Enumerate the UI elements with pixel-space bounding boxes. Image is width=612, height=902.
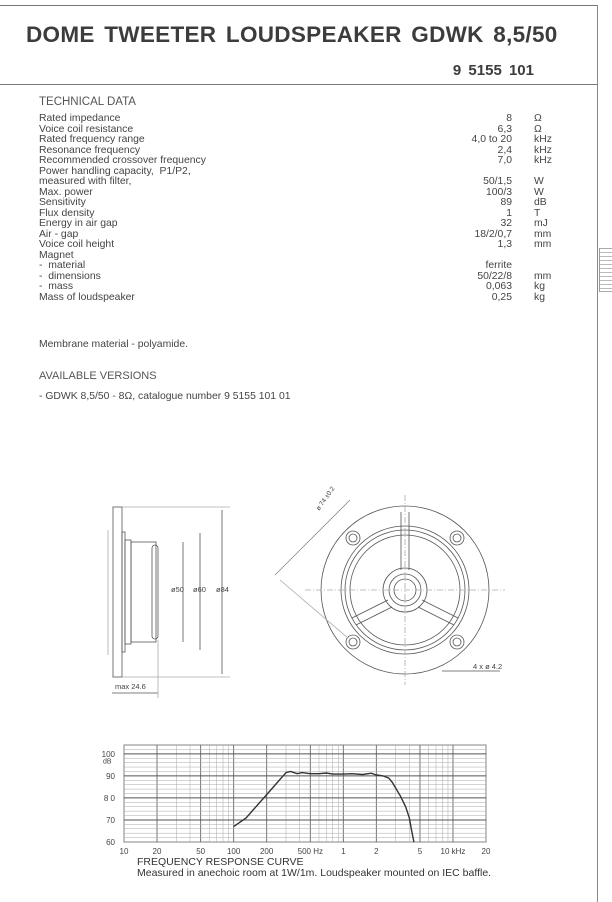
x-tick-label: 10 bbox=[119, 847, 129, 856]
spec-value: 50/22/8 bbox=[477, 270, 512, 282]
spec-unit: mm bbox=[534, 270, 552, 282]
spec-value: 50/1,5 bbox=[483, 176, 512, 187]
chart-title: FREQUENCY RESPONSE CURVE bbox=[137, 856, 304, 868]
spec-unit: dB bbox=[534, 197, 547, 208]
front-view bbox=[275, 495, 505, 685]
y-tick-label: 70 bbox=[106, 815, 115, 825]
spec-label: Magnet bbox=[39, 249, 74, 261]
x-tick-label: 10 kHz bbox=[440, 847, 466, 856]
spec-value: 2,4 bbox=[497, 144, 512, 156]
x-tick-label: 500 Hz bbox=[297, 847, 323, 856]
x-tick-label: 50 bbox=[196, 847, 206, 856]
spec-label: measured with filter, bbox=[39, 176, 132, 187]
spec-row bbox=[39, 293, 559, 304]
technical-data-heading: TECHNICAL DATA bbox=[39, 96, 136, 108]
page-tab-mark bbox=[599, 248, 612, 292]
x-tick-label: 20 bbox=[152, 847, 162, 856]
spec-label: - material bbox=[39, 260, 86, 271]
spec-label: - dimensions bbox=[39, 270, 101, 282]
spec-label: Air - gap bbox=[39, 228, 79, 240]
spec-value: 8 bbox=[506, 113, 512, 124]
spec-row bbox=[39, 272, 559, 283]
spec-label: Resonance frequency bbox=[39, 144, 141, 156]
chart-subtitle: Measured in anechoic room at 1W/1m. Loudspeaker mounted on IEC baffle. bbox=[137, 867, 492, 879]
spec-value: 18/2/0,7 bbox=[474, 228, 512, 240]
top-border bbox=[0, 5, 597, 6]
available-versions-heading: AVAILABLE VERSIONS bbox=[39, 370, 157, 382]
spec-label: Energy in air gap bbox=[39, 218, 118, 229]
spec-unit: kg bbox=[534, 281, 545, 292]
frequency-response-chart bbox=[0, 730, 600, 860]
spec-value: 100/3 bbox=[485, 186, 512, 198]
x-tick-label: 2 bbox=[374, 847, 379, 856]
spec-row bbox=[39, 156, 559, 167]
spec-value: 7,0 bbox=[497, 155, 512, 166]
spec-label: Mass of loudspeaker bbox=[39, 291, 135, 303]
spec-unit: W bbox=[534, 176, 544, 187]
spec-unit: mJ bbox=[534, 218, 548, 229]
spec-label: Max. power bbox=[39, 186, 93, 198]
spec-row bbox=[39, 282, 559, 293]
spec-value: 6,3 bbox=[497, 123, 512, 135]
spec-value: 0,25 bbox=[491, 291, 512, 303]
x-tick-label: 200 bbox=[259, 847, 274, 856]
spec-row bbox=[39, 114, 559, 125]
spec-value: 89 bbox=[500, 197, 512, 208]
dim-depth-label: max 24.6 bbox=[115, 682, 146, 691]
spec-unit: mm bbox=[534, 239, 552, 250]
spec-value: 1 bbox=[506, 207, 512, 219]
dim-bolt-circle-label: ø 74 ±0.2 bbox=[315, 485, 337, 513]
spec-value: 4,0 to 20 bbox=[471, 134, 512, 145]
spec-label: Voice coil height bbox=[39, 239, 115, 250]
spec-unit: kHz bbox=[534, 155, 552, 166]
spec-row bbox=[39, 135, 559, 146]
spec-label: Power handling capacity, P1/P2, bbox=[39, 165, 191, 177]
dim-d50-label: ø50 bbox=[171, 585, 184, 594]
spec-unit: W bbox=[534, 186, 544, 198]
x-tick-label: 1 bbox=[341, 847, 346, 856]
version-item: - GDWK 8,5/50 - 8Ω, catalogue number 9 5155 101 01 bbox=[39, 391, 291, 402]
y-tick-label: 8 0 bbox=[103, 793, 115, 803]
spec-row bbox=[39, 240, 559, 251]
spec-label: Recommended crossover frequency bbox=[39, 155, 206, 166]
y-axis-unit: dB bbox=[103, 758, 112, 766]
side-view bbox=[108, 507, 230, 698]
dim-d60-label: ø60 bbox=[193, 585, 206, 594]
dimension-drawing bbox=[90, 490, 595, 705]
spec-unit: kHz bbox=[534, 134, 552, 145]
bolt-circle-dimension-line bbox=[275, 500, 350, 575]
dim-holes-label: 4 x ø 4.2 bbox=[473, 662, 503, 671]
y-tick-label: 100 bbox=[101, 749, 115, 759]
spec-label: Sensitivity bbox=[39, 197, 86, 208]
spec-row bbox=[39, 198, 559, 209]
spec-unit: Ω bbox=[534, 123, 542, 135]
spec-unit: kg bbox=[534, 291, 545, 303]
spec-unit: mm bbox=[534, 228, 552, 240]
spec-value: 0,063 bbox=[485, 281, 512, 292]
spec-label: Rated frequency range bbox=[39, 134, 145, 145]
catalogue-number: 9 5155 101 bbox=[452, 62, 534, 79]
dim-d84-label: ø84 bbox=[216, 585, 229, 594]
spec-row bbox=[39, 219, 559, 230]
x-tick-label: 100 bbox=[226, 847, 241, 856]
spec-row bbox=[39, 177, 559, 188]
technical-data-table bbox=[39, 114, 559, 303]
membrane-material: Membrane material - polyamide. bbox=[39, 339, 188, 350]
x-tick-label: 5 bbox=[417, 847, 423, 856]
x-tick-label: 20 bbox=[481, 847, 491, 856]
y-tick-label: 60 bbox=[106, 838, 115, 847]
spec-label: Rated impedance bbox=[39, 113, 121, 124]
y-tick-label: 90 bbox=[106, 771, 115, 781]
spec-value: 1,3 bbox=[497, 239, 512, 250]
spec-row bbox=[39, 188, 559, 199]
spec-row bbox=[39, 251, 559, 262]
spec-label: Flux density bbox=[39, 207, 95, 219]
spec-value: ferrite bbox=[485, 260, 512, 271]
spec-unit: T bbox=[534, 207, 541, 219]
page-title: DOME TWEETER LOUDSPEAKER GDWK 8,5/50 bbox=[26, 22, 558, 47]
spec-unit: Ω bbox=[534, 113, 542, 124]
spec-label: Voice coil resistance bbox=[39, 123, 134, 135]
spec-row bbox=[39, 230, 559, 241]
header-divider bbox=[0, 84, 597, 85]
spec-value: 32 bbox=[500, 218, 512, 229]
spec-label: - mass bbox=[39, 281, 74, 292]
spec-row bbox=[39, 261, 559, 272]
spec-unit: kHz bbox=[534, 144, 552, 156]
